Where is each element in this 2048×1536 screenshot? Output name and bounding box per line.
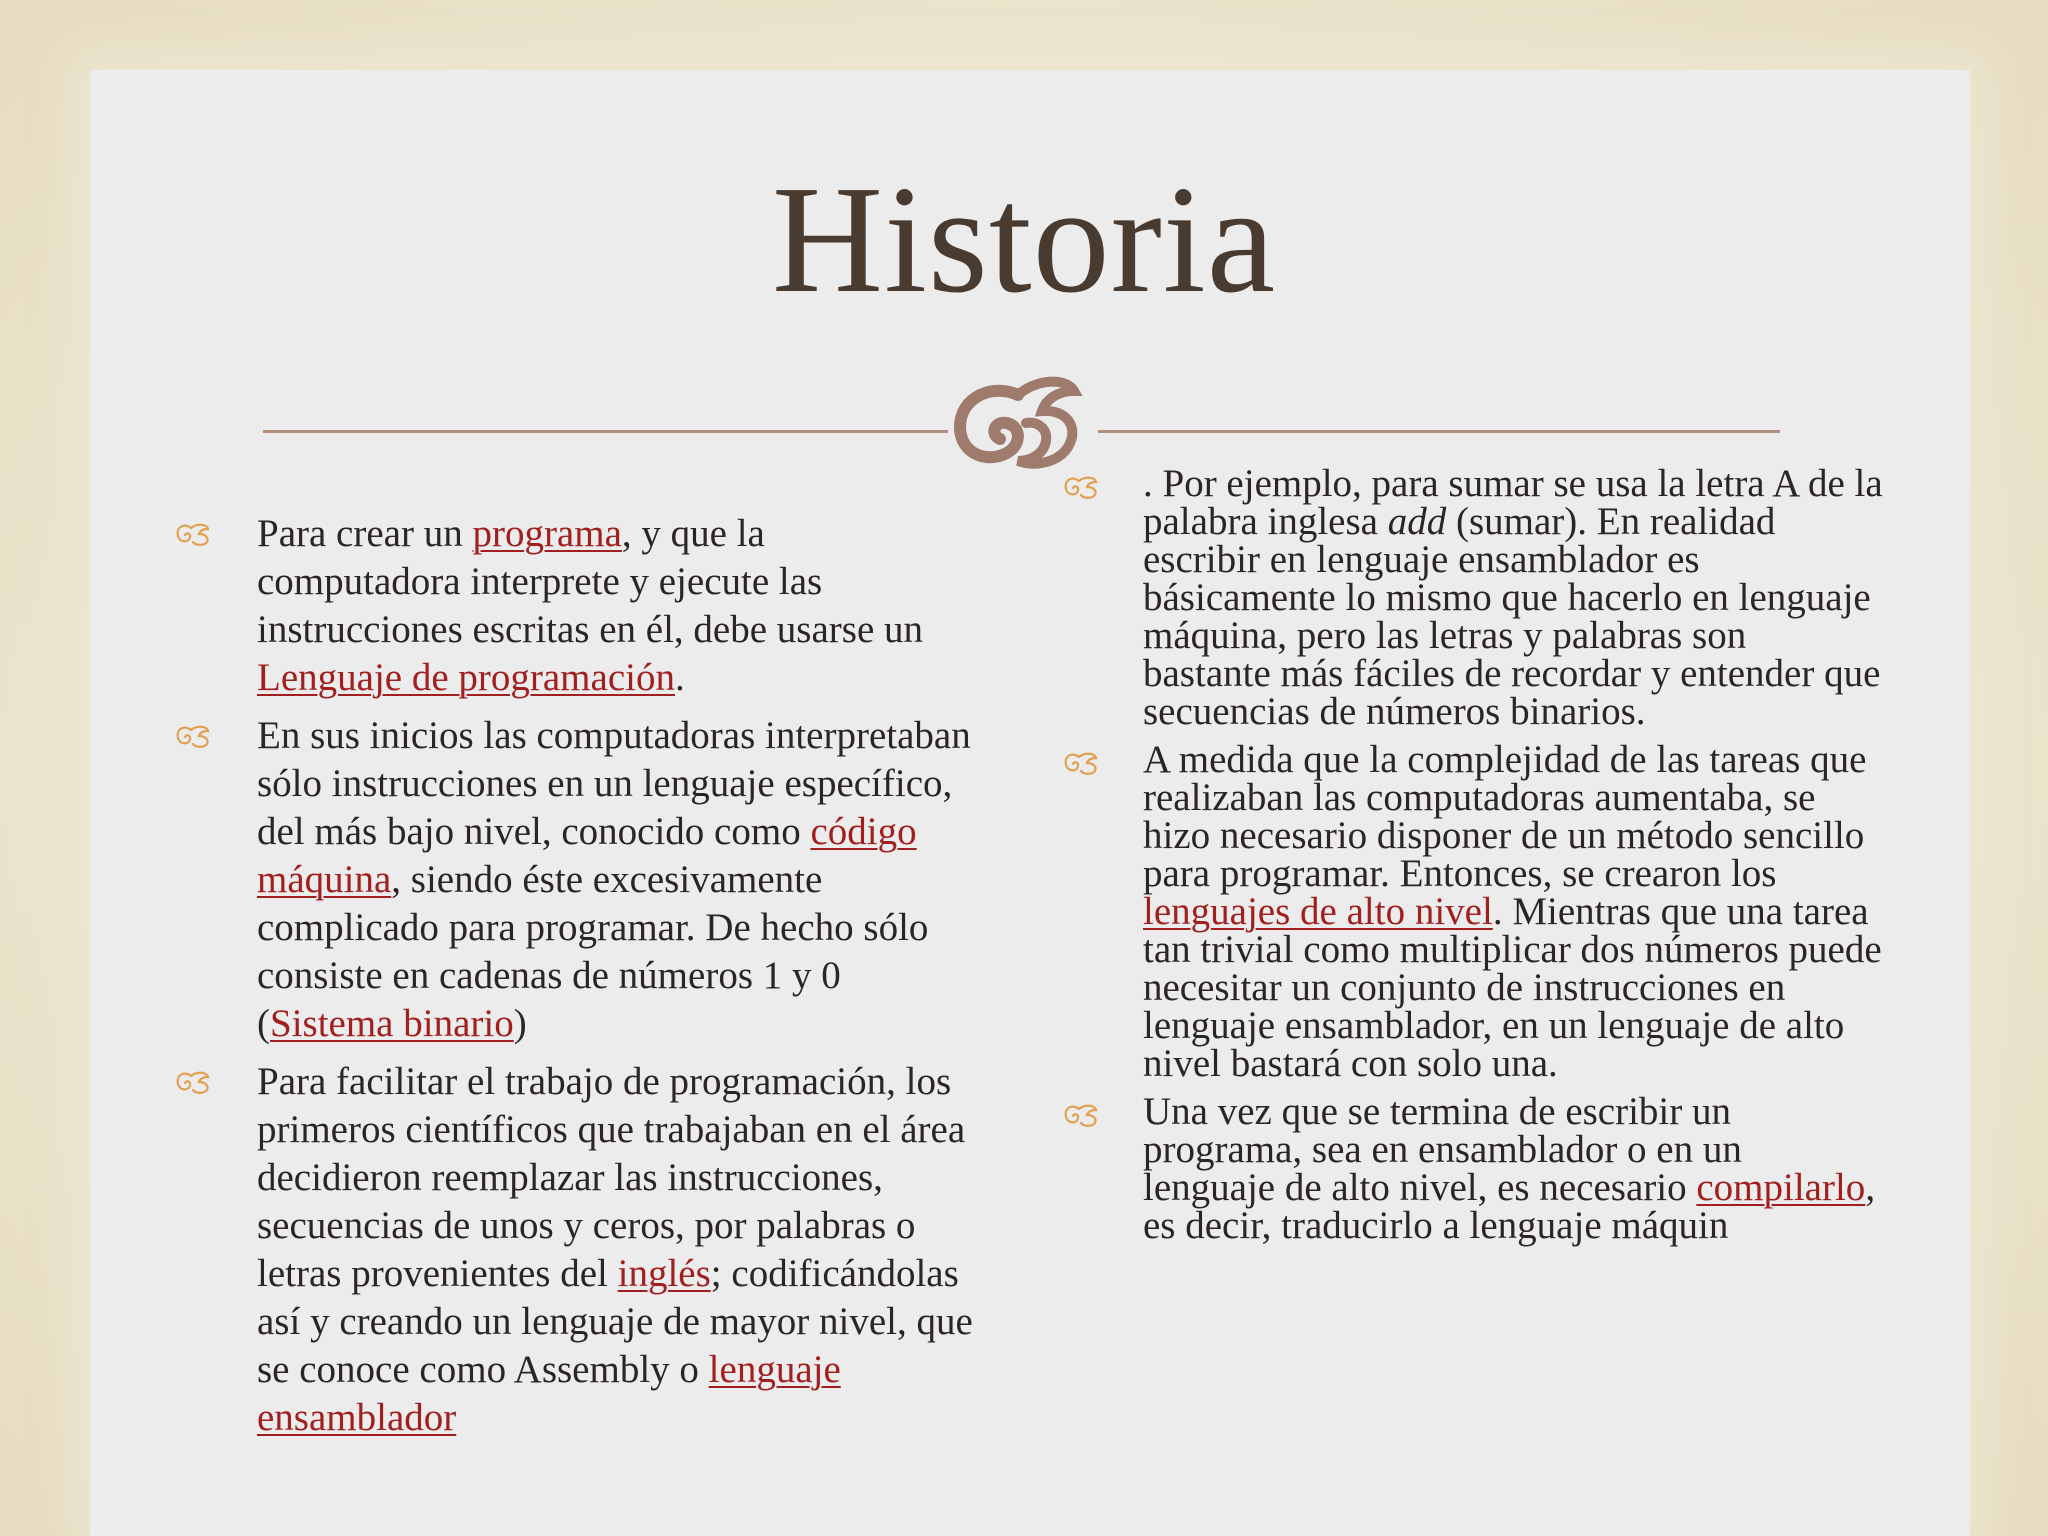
- bullet-text: , es decir, traducirlo a lenguaje máquin: [1143, 1166, 1876, 1247]
- list-item: [175, 1058, 975, 1442]
- link-compilarlo[interactable]: compilarlo: [1696, 1166, 1866, 1209]
- list-item: [175, 712, 975, 1048]
- bullet-text: , y que la computadora interprete y ejecute las instrucciones escritas en él, debe usarse un: [257, 512, 924, 651]
- bullet-text: , siendo éste excesivamente complicado para programar. De hecho sólo consiste en cadenas de números 1 y 0 (: [257, 858, 929, 1045]
- swash-bullet-icon: [1063, 475, 1101, 499]
- bullet-text: (sumar). En realidad escribir en lenguaje ensamblador es básicamente lo mismo que hacerlo en lenguaje máquina, pero las letras y palabras son bastante más fáciles de recordar y entender que secuencias de números binarios.: [1143, 500, 1881, 733]
- title-divider-right: [1080, 430, 1780, 433]
- swash-bullet-icon: [175, 1070, 213, 1094]
- link-codigo-maquina[interactable]: código máquina: [257, 810, 917, 901]
- bullet-text: ; codificándolas así y creando un lenguaje de mayor nivel, que se conoce como Assembly o: [257, 1252, 973, 1391]
- slide-title: Historia: [771, 155, 1277, 325]
- link-lenguaje-ensamblador[interactable]: lenguaje ensamblador: [257, 1348, 841, 1439]
- swash-bullet-icon: [1063, 751, 1101, 775]
- swash-bullet-icon: [175, 724, 213, 748]
- title-divider-left: [263, 430, 963, 433]
- swash-bullet-icon: [175, 522, 213, 546]
- bullet-text: . Mientras que una tarea tan trivial como multiplicar dos números puede necesitar un conjunto de instrucciones en lenguaje ensamblador, en un lenguaje de alto nivel bastará con solo una.: [1143, 890, 1882, 1085]
- list-item: [1063, 738, 1883, 1085]
- bullet-text: ): [513, 1002, 527, 1045]
- bullet-text: En sus inicios las computadoras interpretaban sólo instrucciones en un lenguaje específico, del más bajo nivel, conocido como: [257, 714, 971, 853]
- bullet-text: .: [674, 656, 685, 699]
- bullet-text: Una vez que se termina de escribir un programa, sea en ensamblador o en un lenguaje de alto nivel, es necesario: [1143, 1090, 1742, 1209]
- link-programa[interactable]: programa: [472, 512, 622, 555]
- bullet-text-italic: add: [1387, 500, 1447, 543]
- bullet-text: Para facilitar el trabajo de programación, los primeros científicos que trabajaban en el área decidieron reemplazar las instrucciones, secuencias de unos y ceros, por palabras o letras provenientes del: [257, 1060, 966, 1295]
- swash-bullet-icon: [1063, 1103, 1101, 1127]
- list-item: [1063, 462, 1883, 733]
- bullet-text: Para crear un: [257, 512, 473, 555]
- link-lenguaje-de-programacion[interactable]: Lenguaje de programación: [257, 656, 675, 699]
- link-lenguajes-de-alto-nivel[interactable]: lenguajes de alto nivel: [1143, 890, 1493, 933]
- bullet-text: A medida que la complejidad de las tareas que realizaban las computadoras aumentaba, se hizo necesario disponer de un método sencillo para programar. Entonces, se crearon los: [1143, 738, 1867, 895]
- list-item: [175, 510, 975, 702]
- left-column: [175, 510, 975, 1452]
- bullet-text: . Por ejemplo, para sumar se usa la letra A de la palabra inglesa: [1143, 462, 1883, 543]
- list-item: [1063, 1090, 1883, 1247]
- link-sistema-binario[interactable]: Sistema binario: [270, 1002, 514, 1045]
- link-ingles[interactable]: inglés: [617, 1252, 711, 1295]
- right-column: [1063, 462, 1883, 1255]
